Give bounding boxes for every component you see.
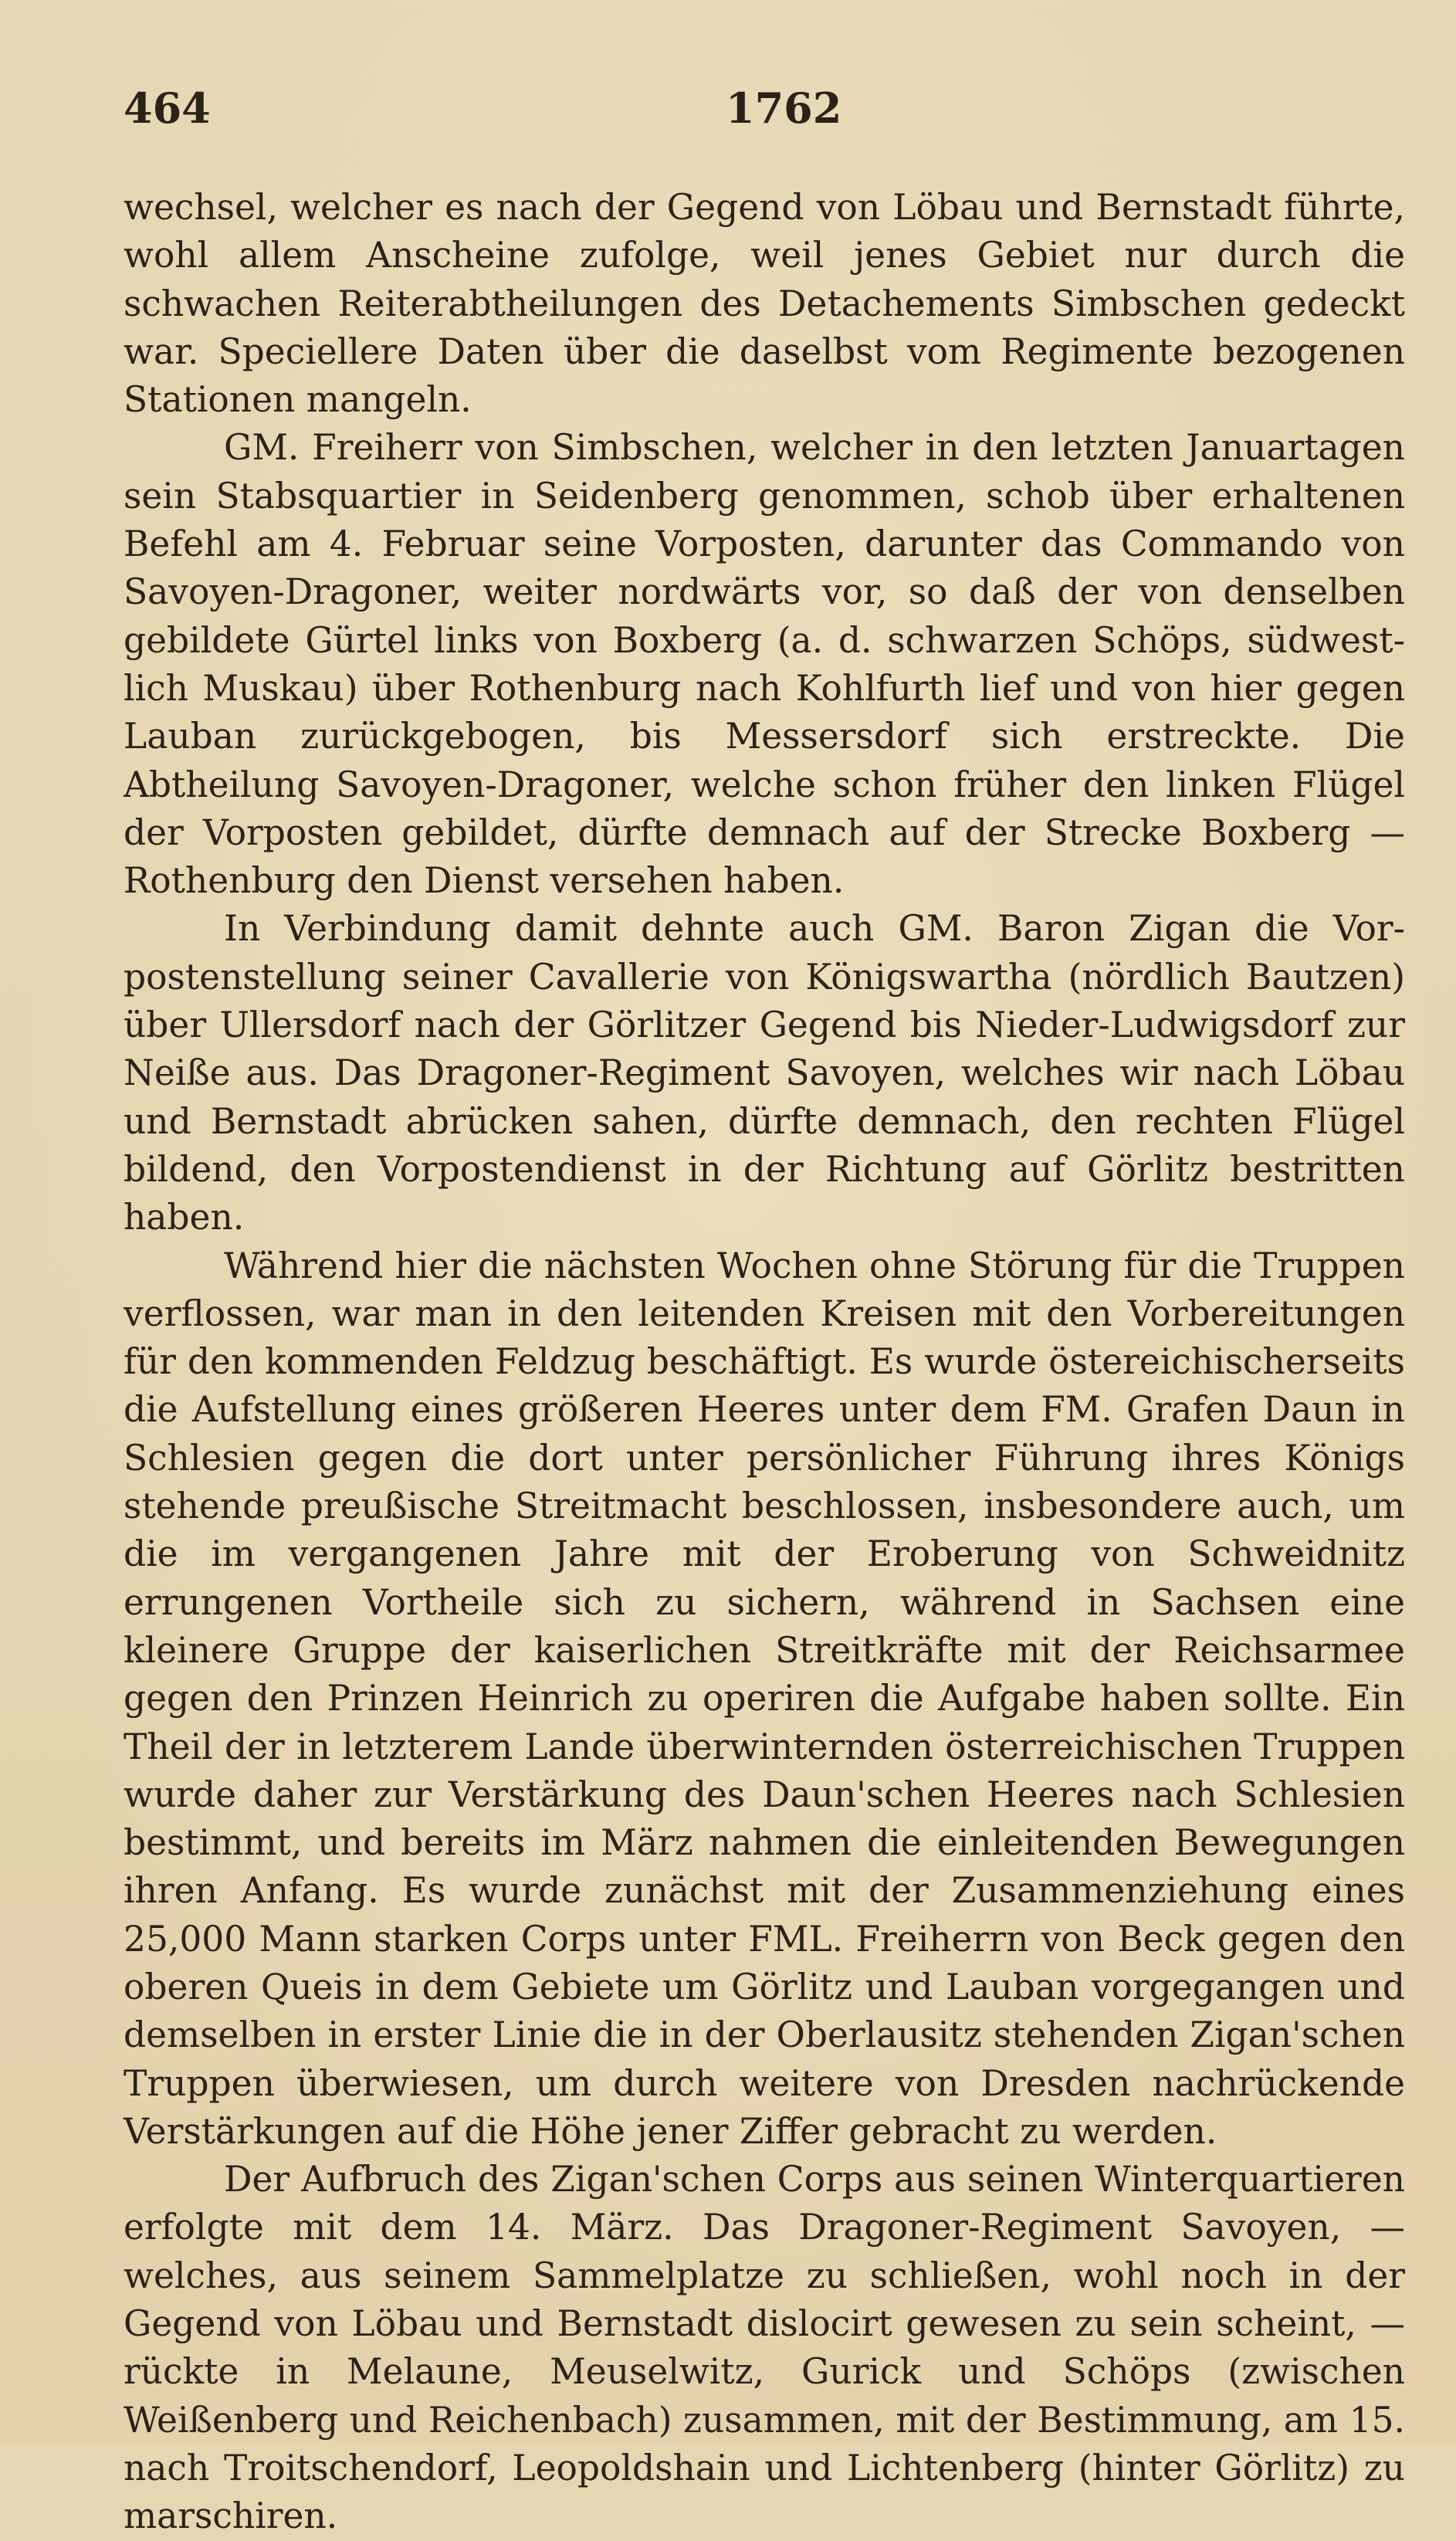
paragraph: In Verbindung damit dehnte auch GM. Baron Zigan die Vorpostenstellung seiner Cavallerie von Königswartha (nördlich Bautzen) über Ullersdorf nach der Görlitzer Gegend bis Nieder-Ludwigsdorf zur Neiße aus. Das Dragoner-Regiment Savoyen, welches wir nach Löbau und Bernstadt abrücken sahen, dürfte demnach, den rechten Flügel bildend, den Vorpostendienst in der Richtung auf Görlitz bestritten haben. — [124, 908, 1405, 1238]
page-number: 464 — [124, 83, 211, 133]
page-header — [124, 83, 1402, 145]
paragraph: wechsel, welcher es nach der Gegend von Löbau und Bernstadt führte, wohl allem Anscheine zufolge, weil jenes Gebiet nur durch die schwachen Reiterabtheilungen des Detachements Simbschen gedeckt war. Speciellere Daten über die daselbst vom Regimente bezogenen Stationen mangeln. — [124, 187, 1405, 421]
running-head-year: 1762 — [726, 83, 842, 133]
paragraph: Während hier die nächsten Wochen ohne Störung für die Truppen verflossen, war man in den leitenden Kreisen mit den Vorbereitungen für den kommenden Feldzug beschäftigt. Es wurde östereichischerseits die Aufstellung eines größeren Heeres unter dem FM. Grafen Daun in Schlesien gegen die dort unter persönlicher Führung ihres Königs stehende preußische Streitmacht beschlossen, insbesondere auch, um die im vergangenen Jahre mit der Eroberung von Schweidnitz errungenen Vortheile sich zu sichern, während in Sachsen eine kleinere Gruppe der kaiserlichen Streitkräfte mit der Reichsarmee gegen den Prinzen Heinrich zu operiren die Aufgabe haben sollte. Ein Theil der in letzterem Lande überwinternden österreichischen Truppen wurde daher zur Verstärkung des Daun'schen Heeres nach Schlesien bestimmt, und bereits im März nahmen die einleitenden Bewegungen ihren Anfang. Es wurde zunächst mit der Zusammenziehung eines 25,000 Mann starken Corps unter FML. Freiherrn von Beck gegen den oberen Queis in dem Gebiete um Görlitz und Lauban vorgegangen und demselben in erster Linie die in der Oberlausitz stehenden Zigan'schen Truppen überwiesen, um durch weitere von Dresden nachrückende Verstärkungen auf die Höhe jener Ziffer gebracht zu werden. — [124, 1245, 1405, 2152]
paragraph: GM. Freiherr von Simbschen, welcher in den letzten Januartagen sein Stabsquartier in Seidenberg genommen, schob über erhaltenen Befehl am 4. Februar seine Vorposten, darunter das Commando von Savoyen-Dragoner, weiter nordwärts vor, so daß der von denselben gebildete Gürtel links von Boxberg (a. d. schwarzen Schöps, südwestlich Muskau) über Rothenburg nach Kohlfurth lief und von hier gegen Lauban zurückgebogen, bis Messersdorf sich erstreckte. Die Abtheilung Savoyen-Dragoner, welche schon früher den linken Flügel der Vorposten gebildet, dürfte demnach auf der Strecke Boxberg — Rothenburg den Dienst versehen haben. — [124, 427, 1405, 902]
paragraph: Der Aufbruch des Zigan'schen Corps aus seinen Winterquartieren erfolgte mit dem 14. März. Das Dragoner-Regiment Savoyen, — welches, aus seinem Sammelplatze zu schließen, wohl noch in der Gegend von Löbau und Bernstadt dislocirt gewesen zu sein scheint, — rückte in Melaune, Meuselwitz, Gurick und Schöps (zwischen Weißenberg und Reichenbach) zusammen, mit der Bestimmung, am 15. nach Troitschendorf, Leopoldshain und Lichtenberg (hinter Görlitz) zu marschiren. — [124, 2159, 1405, 2537]
body-text — [124, 184, 1405, 2541]
